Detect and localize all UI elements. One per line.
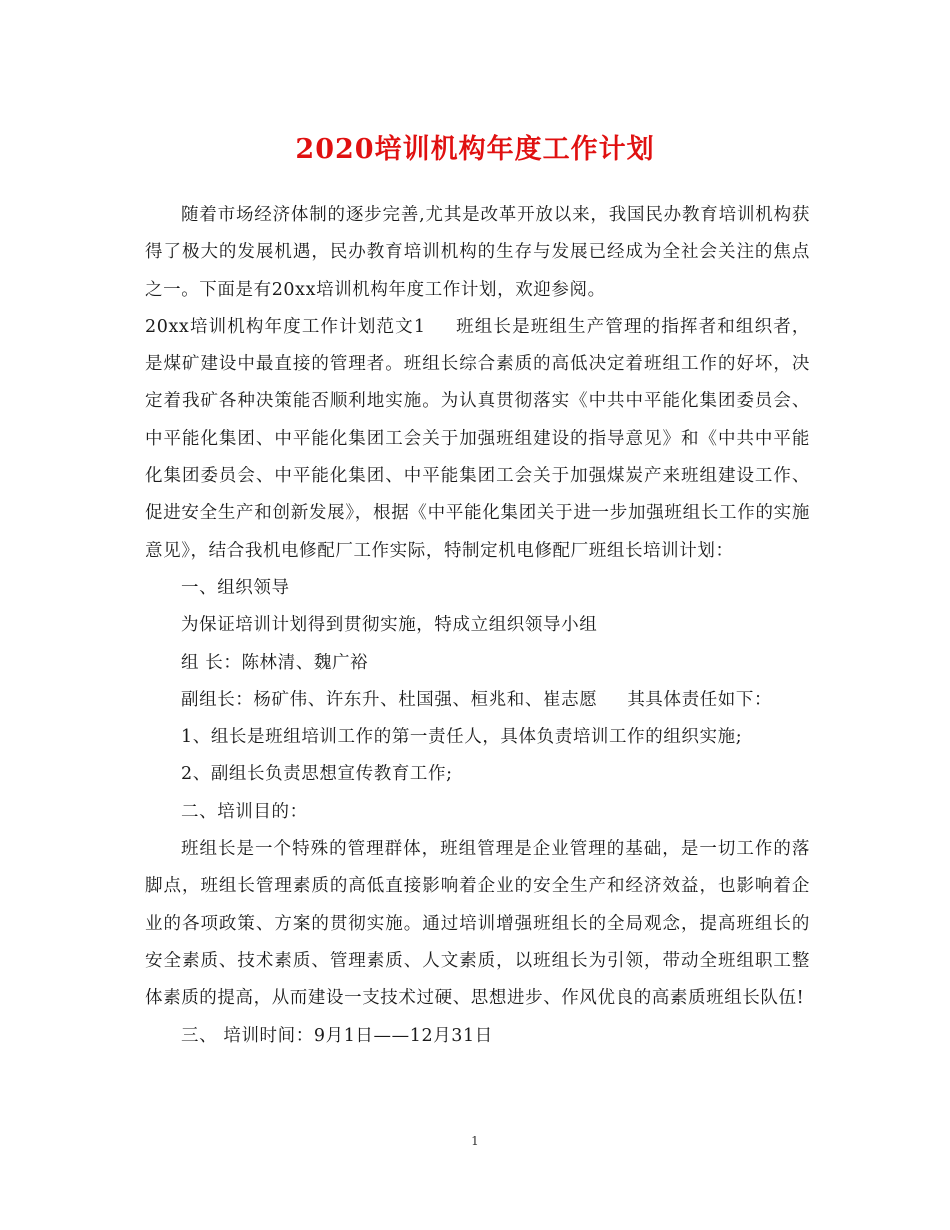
section1-heading: 一、组织领导 bbox=[181, 577, 290, 598]
page-number: 1 bbox=[471, 1134, 479, 1148]
duty-item-1: 1、组长是班组培训工作的第一责任人，具体负责培训工作的组织实施; bbox=[181, 727, 743, 748]
document-body bbox=[145, 197, 810, 1055]
document-title: 2020培训机构年度工作计划 bbox=[295, 134, 655, 165]
sample-body: 班组长是班组生产管理的指挥者和组织者，是煤矿建设中最直接的管理者。班组长综合素质的高低决定着班组工作的好坏，决定着我矿各种决策能否顺利地实施。为认真贯彻落实《中共中平能化集团委员会、中平能化集团、中平能化集团工会关于加强班组建设的指导意见》和《中共中平能化集团委员会、中平能化集团、中平能集团工会关于加强煤炭产来班组建设工作、促进安全生产和创新发展》，根据《中平能化集团关于进一步加强班组长工作的实施意见》，结合我机电修配厂工作实际，特制定机电修配厂班组长培训计划： bbox=[145, 316, 810, 561]
deputy-line: 副组长：杨矿伟、许东升、杜国强、桓兆和、崔志愿 bbox=[181, 689, 598, 710]
deputy-paragraph bbox=[145, 682, 810, 719]
section1-line: 为保证培训计划得到贯彻实施，特成立组织领导小组 bbox=[181, 615, 598, 636]
leader-line: 组 长：陈林清、魏广裕 bbox=[181, 652, 369, 673]
responsibility-lead: 其具体责任如下： bbox=[627, 689, 773, 710]
intro-paragraph: 随着市场经济体制的逐步完善,尤其是改革开放以来，我国民办教育培训机构获得了极大的发展机遇，民办教育培训机构的生存与发展已经成为全社会关注的焦点之一。下面是有20xx培训机构年度工作计划，欢迎参阅。 bbox=[145, 205, 810, 300]
sample-heading: 20xx培训机构年度工作计划范文1 bbox=[145, 316, 426, 337]
sample-paragraph bbox=[145, 309, 810, 570]
section2-paragraph: 班组长是一个特殊的管理群体，班组管理是企业管理的基础，是一切工作的落脚点，班组长管理素质的高低直接影响着企业的安全生产和经济效益，也影响着企业的各项政策、方案的贯彻实施。通过培训增强班组长的全局观念，提高班组长的安全素质、技术素质、管理素质、人文素质，以班组长为引领，带动全班组职工整体素质的提高，从而建设一支技术过硬、思想进步、作风优良的高素质班组长队伍! bbox=[145, 839, 810, 1009]
section2-heading: 二、培训目的： bbox=[181, 801, 308, 822]
duty-item-2: 2、副组长负责思想宣传教育工作; bbox=[181, 764, 453, 785]
section3-heading: 三、 培训时间：9月1日——12月31日 bbox=[181, 1025, 493, 1046]
